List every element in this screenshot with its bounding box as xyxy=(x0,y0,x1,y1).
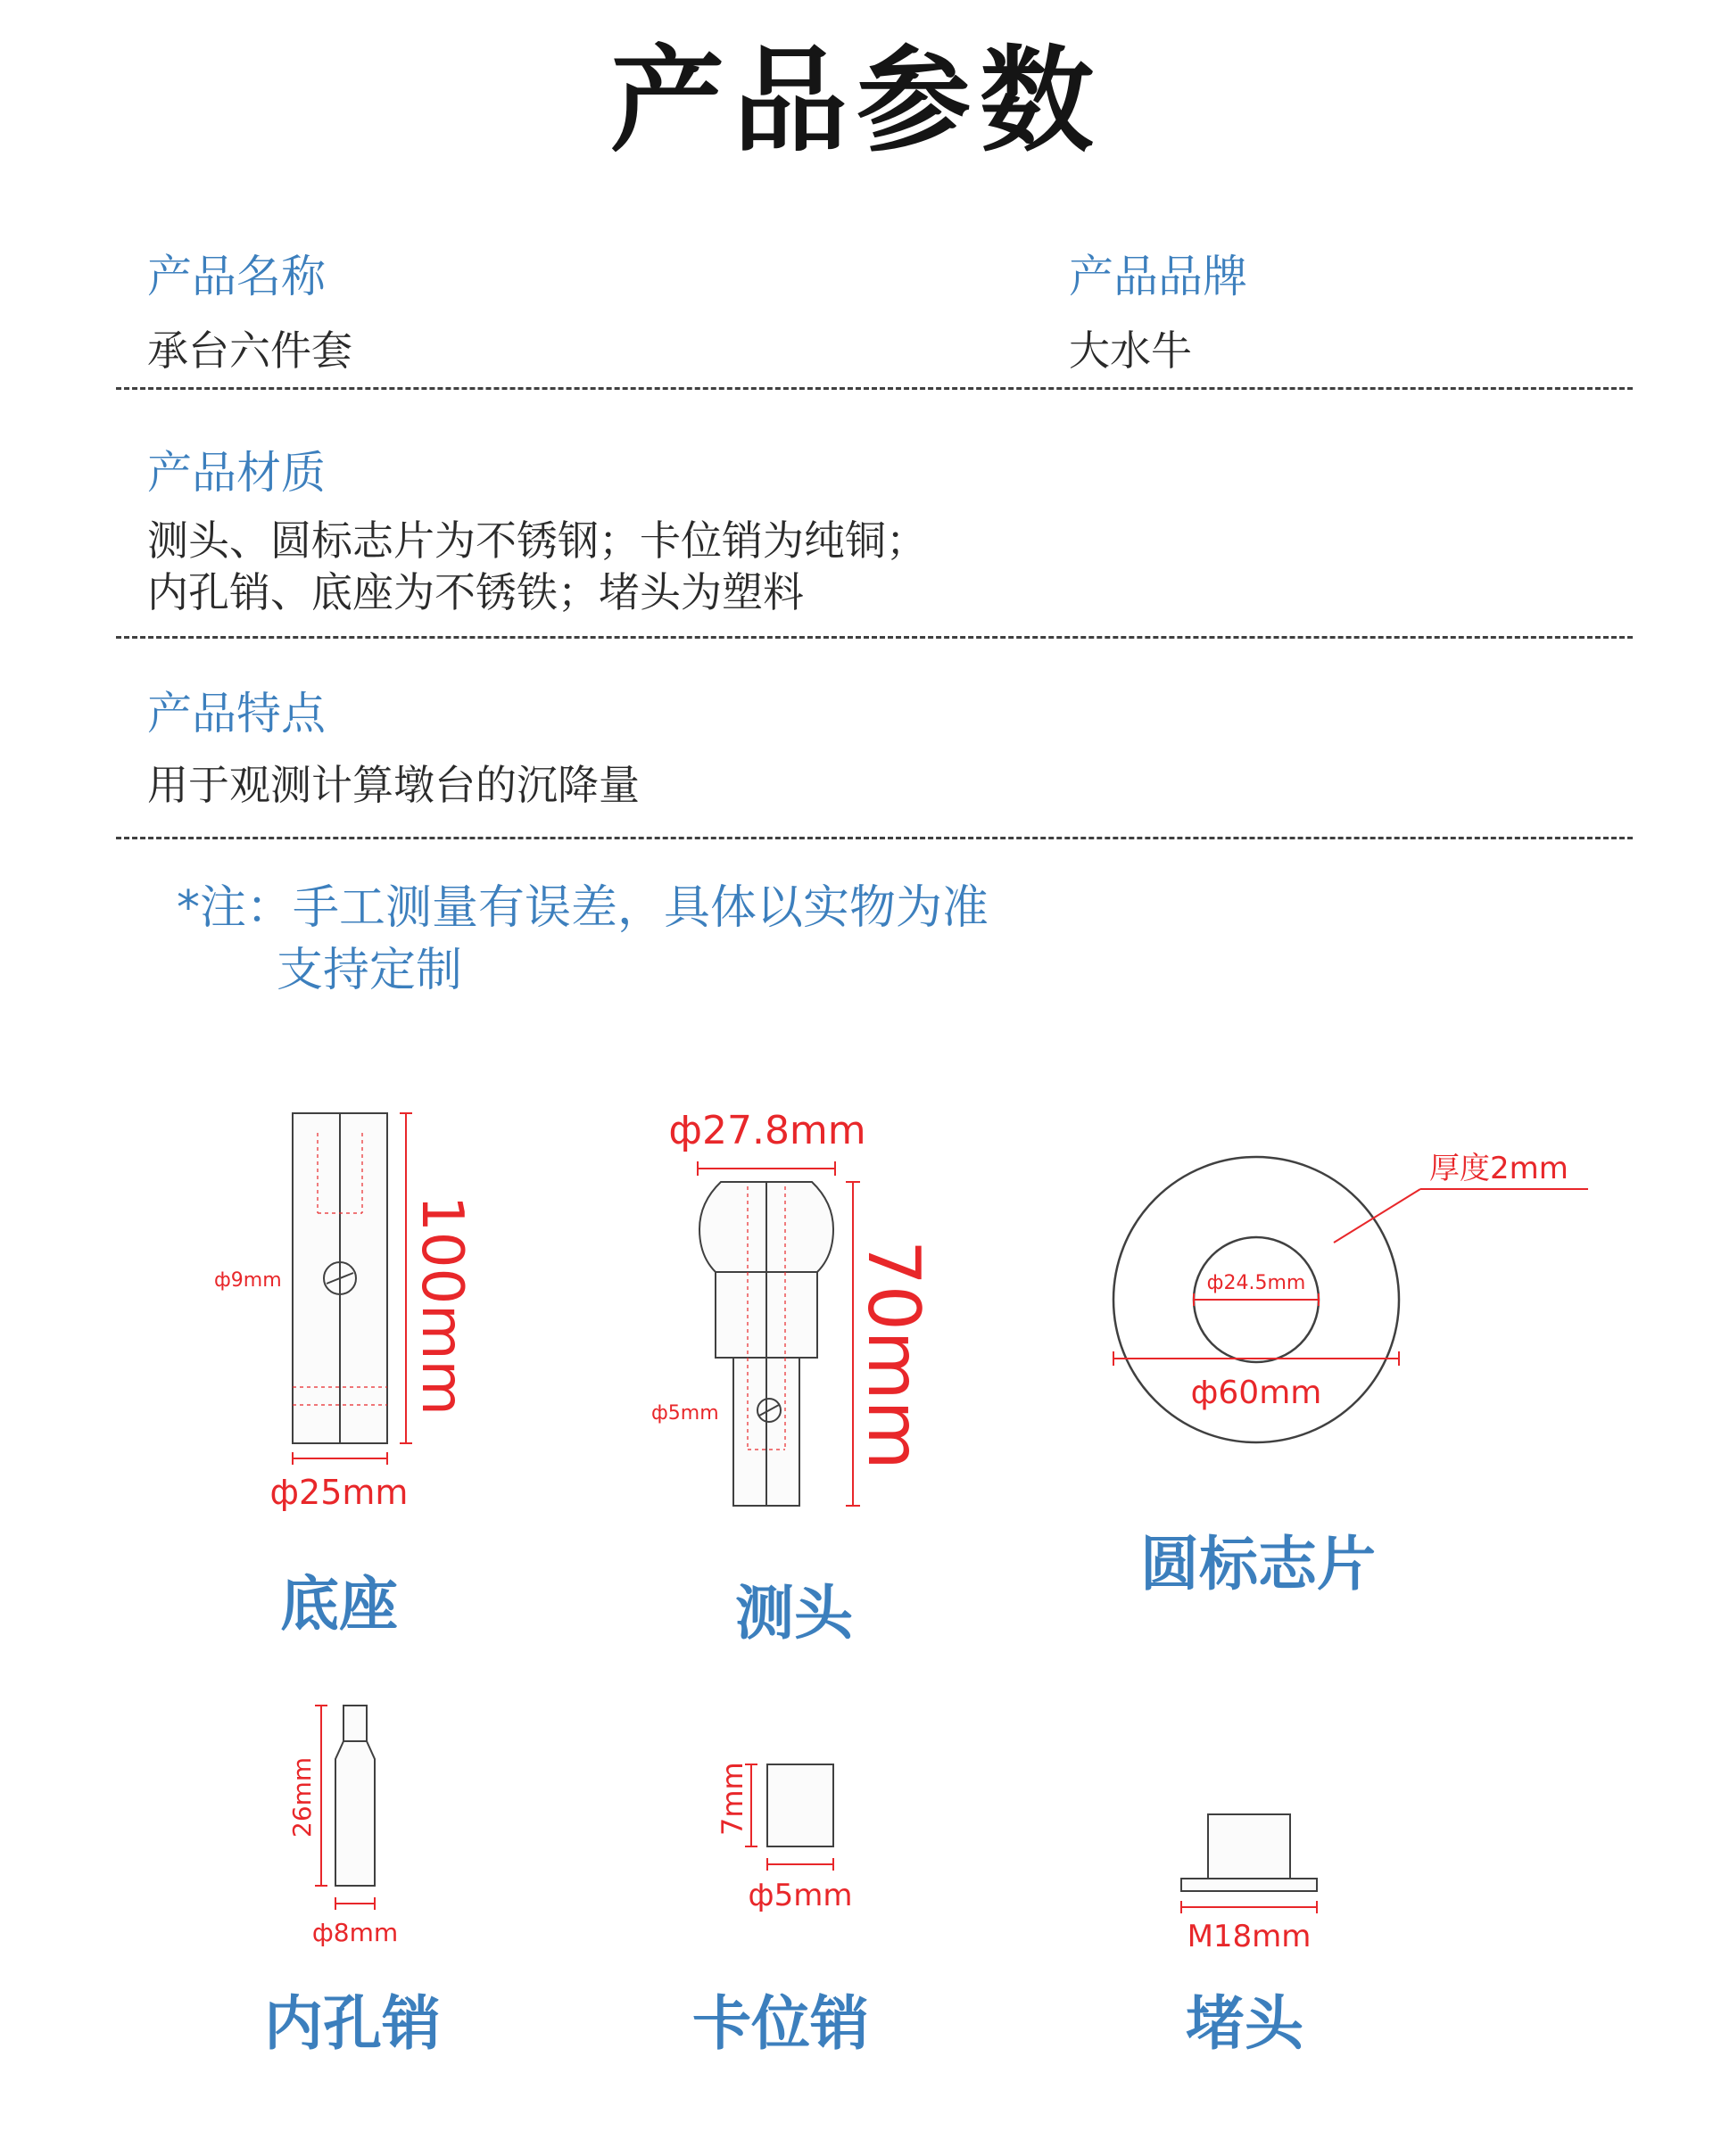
product-brand-label: 产品品牌 xyxy=(1069,251,1247,302)
plug-thread-dimension: M18mm xyxy=(1187,1919,1312,1954)
locating-pin-height-dimension: 7mm xyxy=(716,1762,749,1836)
disc-drawing xyxy=(1097,1137,1597,1467)
locating-pin-width-dimension: ф5mm xyxy=(748,1878,853,1913)
base-hole-dimension: ф9mm xyxy=(214,1269,282,1292)
product-name-value: 承台六件套 xyxy=(147,326,352,375)
base-width-dimension: ф25mm xyxy=(269,1473,409,1512)
base-height-dimension: 100mm xyxy=(409,1195,475,1416)
product-material-label: 产品材质 xyxy=(147,447,326,499)
product-feature-value: 用于观测计算墩台的沉降量 xyxy=(147,761,640,809)
probe-height-dimension: 70mm xyxy=(852,1240,935,1470)
probe-drawing xyxy=(642,1097,964,1516)
part-name-disc: 圆标志片 xyxy=(1140,1529,1376,1598)
product-material-line2: 内孔销、底座为不锈铁；堵头为塑料 xyxy=(147,568,804,616)
product-name-label: 产品名称 xyxy=(147,251,326,302)
probe-head-dimension: ф27.8mm xyxy=(668,1108,866,1153)
part-name-inner-pin: 内孔销 xyxy=(264,1988,441,2058)
inner-pin-drawing xyxy=(268,1695,464,1962)
part-name-locating-pin: 卡位销 xyxy=(692,1988,869,2058)
disc-thickness-dimension: 厚度2mm xyxy=(1429,1151,1568,1186)
disc-outer-dimension: ф60mm xyxy=(1190,1375,1322,1411)
product-material-line1: 测头、圆标志片为不锈钢；卡位销为纯铜； xyxy=(147,516,927,565)
part-name-plug: 堵头 xyxy=(1186,1988,1303,2058)
note-line2: 支持定制 xyxy=(277,944,463,997)
inner-pin-height-dimension: 26mm xyxy=(287,1756,317,1838)
part-name-probe: 测头 xyxy=(735,1578,853,1648)
divider xyxy=(116,837,1633,839)
product-brand-value: 大水牛 xyxy=(1069,326,1192,375)
base-drawing xyxy=(205,1106,473,1534)
divider xyxy=(116,636,1633,639)
locating-pin-drawing xyxy=(696,1748,892,1927)
product-feature-label: 产品特点 xyxy=(147,688,326,739)
plug-drawing xyxy=(1151,1793,1365,1962)
divider xyxy=(116,387,1633,390)
probe-hole-dimension: ф5mm xyxy=(651,1402,719,1425)
inner-pin-width-dimension: ф8mm xyxy=(311,1918,399,1947)
part-name-base: 底座 xyxy=(280,1569,398,1639)
note-line1: *注：手工测量有误差，具体以实物为准 xyxy=(177,881,989,935)
disc-inner-dimension: ф24.5mm xyxy=(1206,1272,1306,1294)
page-title: 产品参数 xyxy=(609,34,1103,168)
